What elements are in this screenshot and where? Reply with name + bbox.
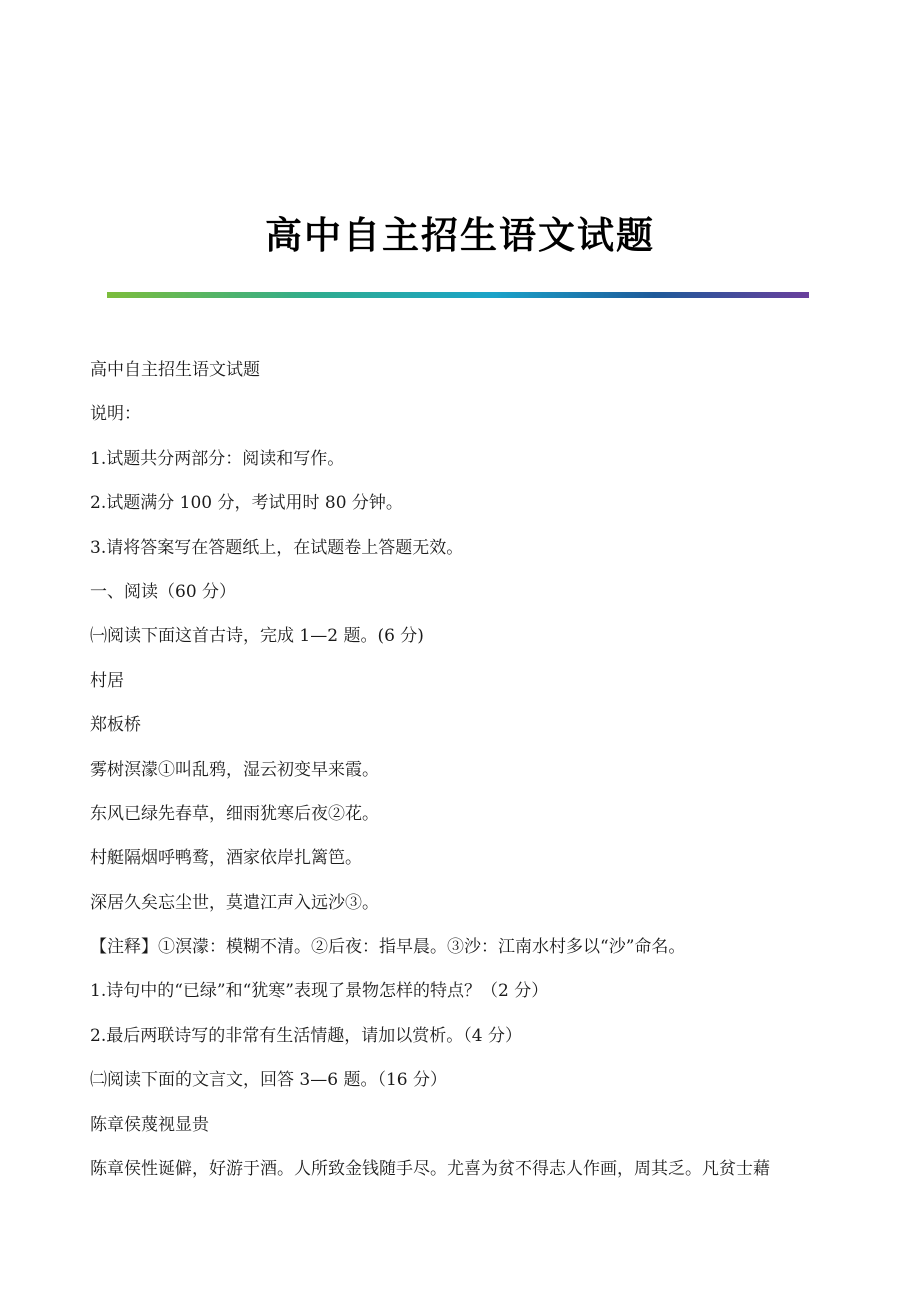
body-line: 【注释】①溟濛：模糊不清。②后夜：指早晨。③沙：江南水村多以“沙”命名。	[90, 937, 686, 958]
title-divider	[107, 292, 809, 298]
body-line: 3.请将答案写在答题纸上，在试题卷上答题无效。	[90, 537, 464, 558]
body-line: 1.试题共分两部分：阅读和写作。	[90, 448, 345, 469]
body-line: 村艇隔烟呼鸭鹜，酒家依岸扎篱笆。	[90, 848, 362, 869]
body-line: 一、阅读（60 分）	[90, 581, 237, 602]
body-line: ㈡阅读下面的文言文，回答 3—6 题。（16 分）	[90, 1070, 447, 1091]
body-line: 1.诗句中的“已绿”和“犹寒”表现了景物怎样的特点？（2 分）	[90, 981, 549, 1002]
body-line: 郑板桥	[90, 715, 141, 736]
document-title: 高中自主招生语文试题	[265, 212, 655, 257]
body-line: 陈章侯性诞僻，好游于酒。人所致金钱随手尽。尤喜为贫不得志人作画，周其乏。凡贫士藉	[90, 1159, 770, 1180]
body-line: 深居久矣忘尘世，莫遣江声入远沙③。	[90, 892, 379, 913]
body-line: 2.最后两联诗写的非常有生活情趣，请加以赏析。（4 分）	[90, 1025, 522, 1046]
body-line: 村居	[90, 670, 124, 691]
body-line: 2.试题满分 100 分，考试用时 80 分钟。	[90, 493, 403, 514]
body-line: 陈章侯蔑视显贵	[90, 1114, 209, 1135]
body-line: 高中自主招生语文试题	[90, 360, 260, 380]
body-line: 东风已绿先春草，细雨犹寒后夜②花。	[90, 803, 379, 824]
body-line: 雾树溟濛①叫乱鸦，湿云初变早来霞。	[90, 759, 379, 780]
document-body	[90, 355, 850, 1198]
body-line: 说明：	[90, 404, 141, 425]
body-line: ㈠阅读下面这首古诗，完成 1—2 题。(6 分)	[90, 626, 424, 647]
